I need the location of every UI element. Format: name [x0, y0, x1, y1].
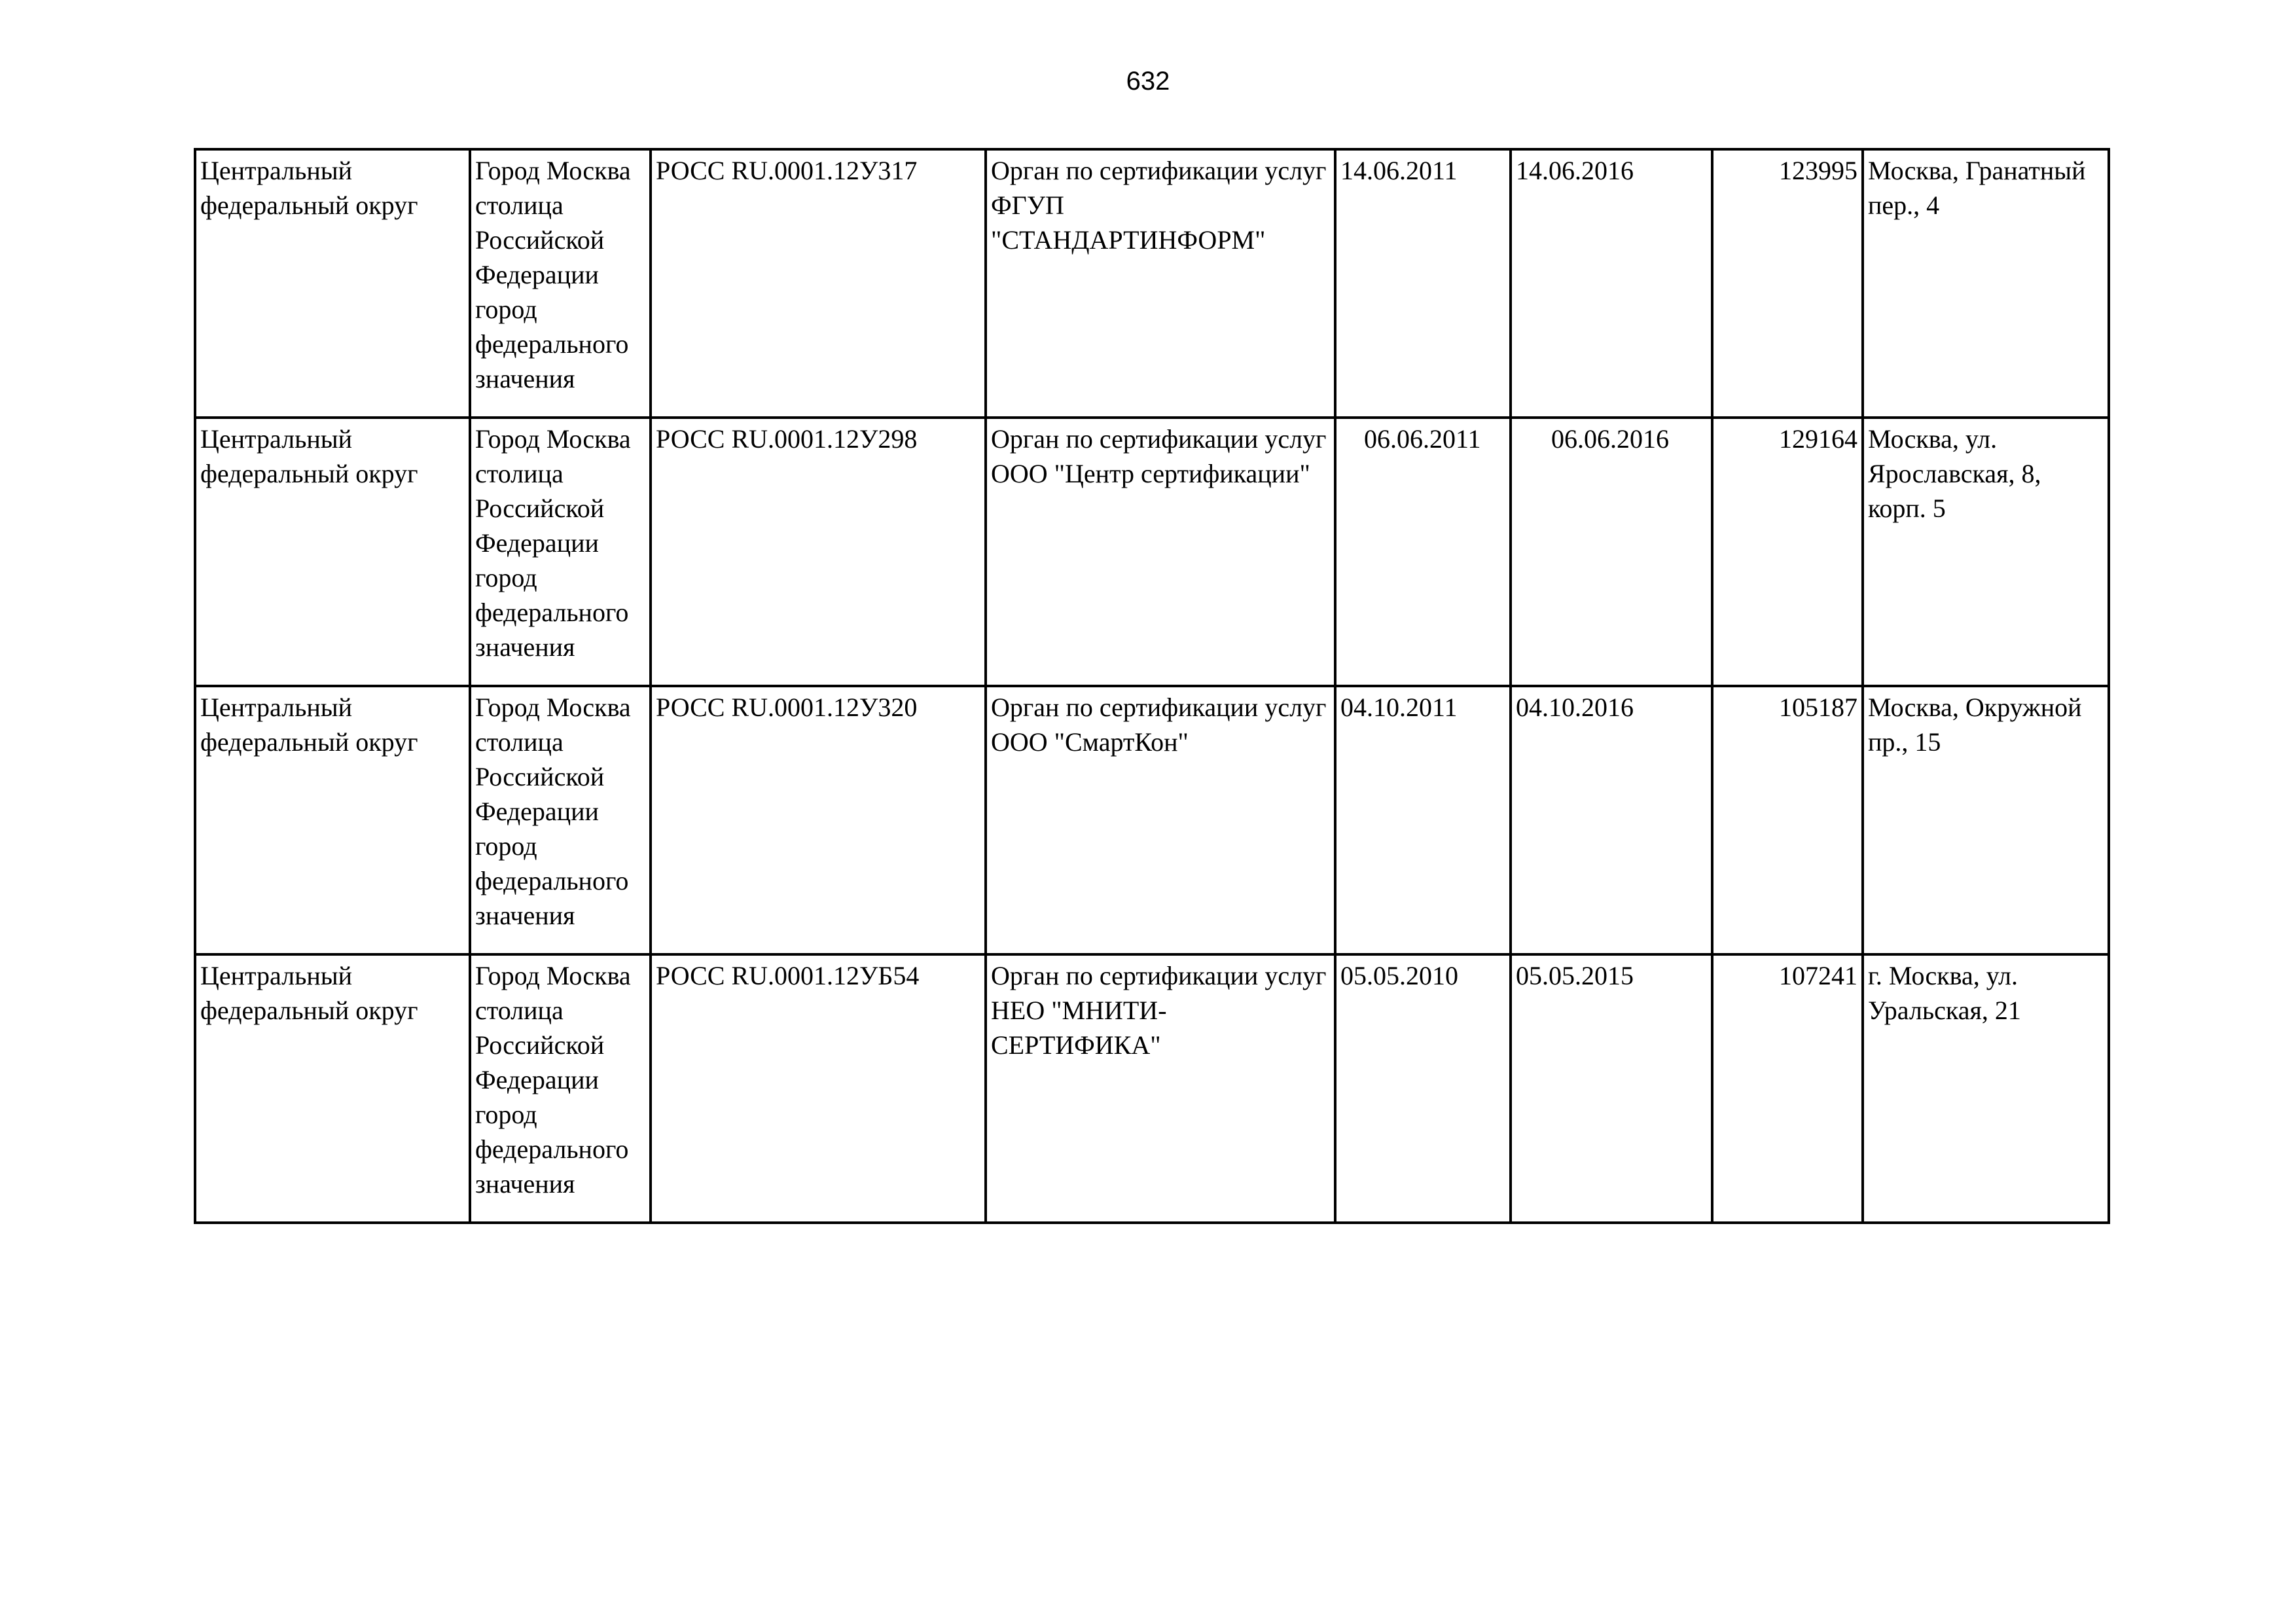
postcode-cell: 107241	[1712, 954, 1863, 1223]
address-cell: Москва, ул. Ярославская, 8, корп. 5	[1863, 418, 2109, 686]
district-cell: Центральный федеральный округ	[195, 686, 470, 954]
date-from-cell: 14.06.2011	[1335, 149, 1511, 418]
date-to-cell: 04.10.2016	[1511, 686, 1712, 954]
certification-bodies-table	[194, 148, 2110, 1224]
address-cell: Москва, Гранатный пер., 4	[1863, 149, 2109, 418]
page-number: 632	[1126, 67, 1170, 96]
reg-number-cell: РОСС RU.0001.12У320	[651, 686, 986, 954]
region-cell: Город Москва столица Российской Федерации город федерального значения	[470, 418, 651, 686]
reg-number-cell: РОСС RU.0001.12УБ54	[651, 954, 986, 1223]
table-row	[195, 686, 2109, 954]
reg-number-cell: РОСС RU.0001.12У298	[651, 418, 986, 686]
region-cell: Город Москва столица Российской Федерации город федерального значения	[470, 954, 651, 1223]
reg-number-cell: РОСС RU.0001.12У317	[651, 149, 986, 418]
organization-cell: Орган по сертификации услуг ФГУП "СТАНДАРТИНФОРМ"	[986, 149, 1335, 418]
organization-cell: Орган по сертификации услуг НЕО "МНИТИ-СЕРТИФИКА"	[986, 954, 1335, 1223]
address-cell: Москва, Окружной пр., 15	[1863, 686, 2109, 954]
district-cell: Центральный федеральный округ	[195, 418, 470, 686]
date-to-cell: 14.06.2016	[1511, 149, 1712, 418]
date-from-cell: 06.06.2011	[1335, 418, 1511, 686]
date-to-cell: 06.06.2016	[1511, 418, 1712, 686]
organization-cell: Орган по сертификации услуг ООО "СмартКон"	[986, 686, 1335, 954]
organization-cell: Орган по сертификации услуг ООО "Центр сертификации"	[986, 418, 1335, 686]
address-cell: г. Москва, ул. Уральская, 21	[1863, 954, 2109, 1223]
region-cell: Город Москва столица Российской Федерации город федерального значения	[470, 686, 651, 954]
table-row	[195, 149, 2109, 418]
postcode-cell: 129164	[1712, 418, 1863, 686]
postcode-cell: 123995	[1712, 149, 1863, 418]
postcode-cell: 105187	[1712, 686, 1863, 954]
table-row	[195, 418, 2109, 686]
district-cell: Центральный федеральный округ	[195, 954, 470, 1223]
table-row	[195, 954, 2109, 1223]
date-from-cell: 05.05.2010	[1335, 954, 1511, 1223]
date-to-cell: 05.05.2015	[1511, 954, 1712, 1223]
district-cell: Центральный федеральный округ	[195, 149, 470, 418]
date-from-cell: 04.10.2011	[1335, 686, 1511, 954]
region-cell: Город Москва столица Российской Федерации город федерального значения	[470, 149, 651, 418]
